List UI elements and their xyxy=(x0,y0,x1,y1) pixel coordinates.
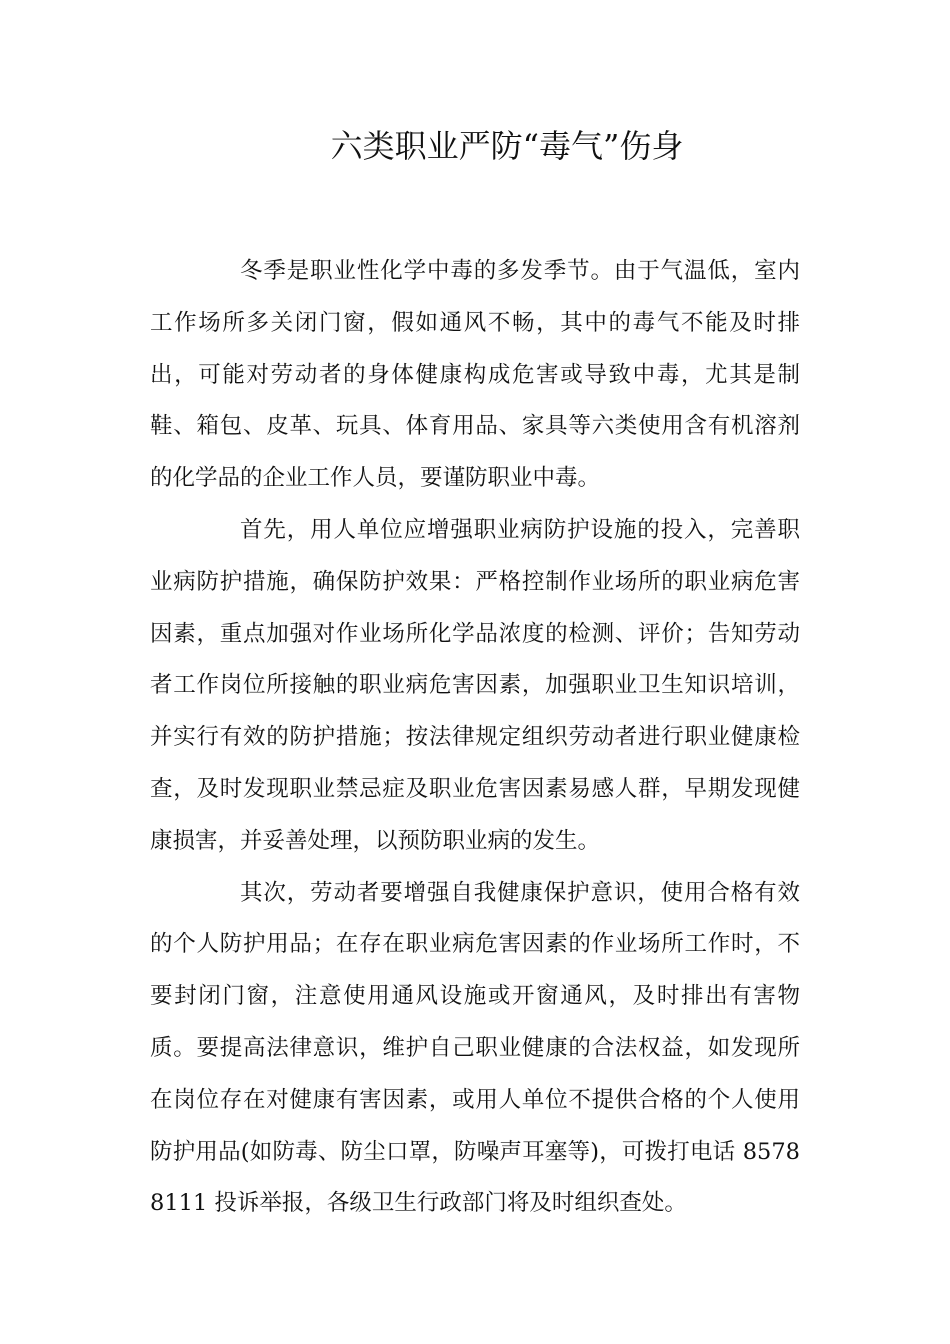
document-title: 六类职业严防“毒气”伤身 xyxy=(330,127,684,165)
document-body xyxy=(150,246,800,1230)
paragraph-2: 首先，用人单位应增强职业病防护设施的投入，完善职业病防护措施，确保防护效果：严格控制作业场所的职业病危害因素，重点加强对作业场所化学品浓度的检测、评价；告知劳动者工作岗位所接触的职业病危害因素，加强职业卫生知识培训，并实行有效的防护措施；按法律规定组织劳动者进行职业健康检查，及时发现职业禁忌症及职业危害因素易感人群，早期发现健康损害，并妥善处理，以预防职业病的发生。 xyxy=(150,516,800,854)
paragraph-1: 冬季是职业性化学中毒的多发季节。由于气温低，室内工作场所多关闭门窗，假如通风不畅，其中的毒气不能及时排出，可能对劳动者的身体健康构成危害或导致中毒，尤其是制鞋、箱包、皮革、玩具、体育用品、家具等六类使用含有机溶剂的化学品的企业工作人员，要谨防职业中毒。 xyxy=(150,258,800,492)
paragraph-3: 其次，劳动者要增强自我健康保护意识，使用合格有效的个人防护用品；在存在职业病危害因素的作业场所工作时，不要封闭门窗，注意使用通风设施或开窗通风，及时排出有害物质。要提高法律意识，维护自己职业健康的合法权益，如发现所在岗位存在对健康有害因素，或用人单位不提供合格的个人使用防护用品(如防毒、防尘口罩，防噪声耳塞等)，可拨打电话 85788111 投诉举报，各级卫生行政部门将及时组织查处。 xyxy=(150,879,800,1217)
